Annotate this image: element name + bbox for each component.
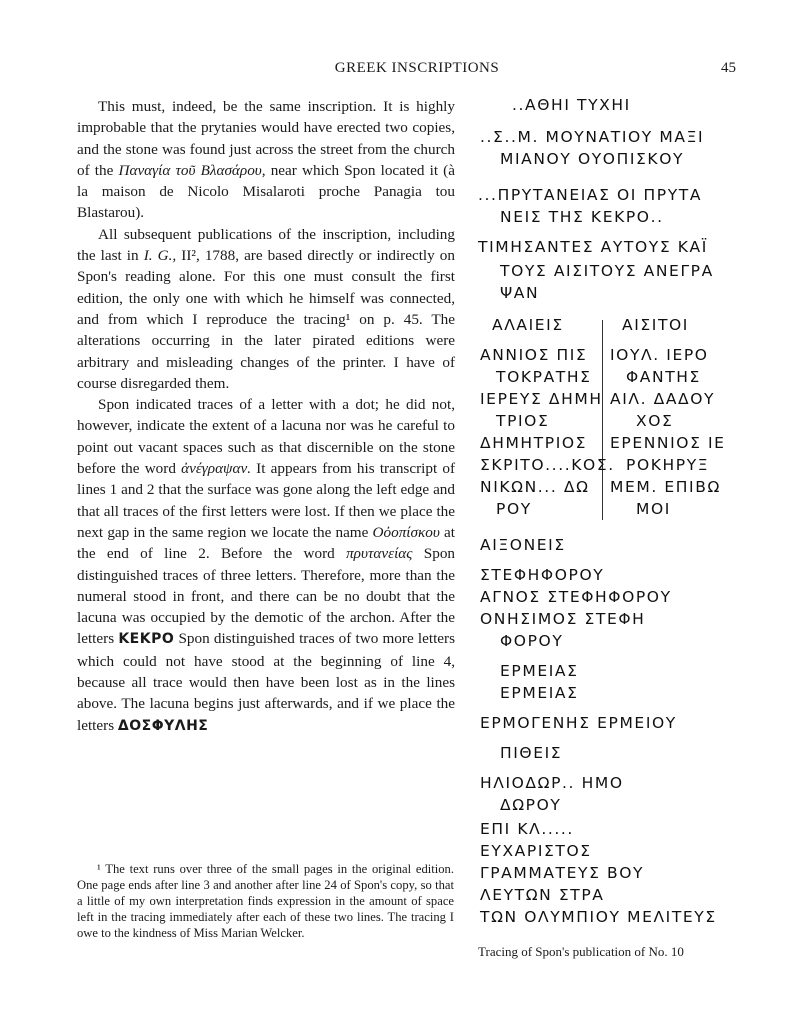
tracing-line: ΦΑΝΤΗΣ <box>626 368 701 386</box>
tracing-line: ..Σ..Μ. ΜΟΥΝΑΤΙΟΥ ΜΑΞΙ <box>480 128 705 146</box>
tracing-line: ΑΙΣΙΤΟΙ <box>622 316 689 334</box>
tracing-line: ΑΛΑΙΕΙΣ <box>492 316 564 334</box>
tracing-line: ΑΓΝΟΣ ΣΤΕΦΗΦΟΡΟΥ <box>480 588 672 606</box>
tracing-line: ΜΟΙ <box>636 500 671 518</box>
p3-greek-word-1: ἀνέγραψαν. <box>181 460 251 478</box>
tracing-line: ΕΠΙ ΚΛ..... <box>480 820 574 838</box>
column-divider <box>602 320 603 520</box>
tracing-line: ...ΠΡΥΤΑΝΕΙΑΣ ΟΙ ΠΡΥΤΑ <box>478 186 703 204</box>
tracing-line: ΕΥΧΑΡΙΣΤΟΣ <box>480 842 592 860</box>
p1-text-1: This must, indeed, be the same inscription. It is highly improbable that the prytanies would have erected two copies, and the stone was found just across the street from the church of the <box>77 98 455 179</box>
tracing-line: ΕΡΕΝΝΙΟΣ ΙΕ <box>610 434 726 452</box>
p2-text-2: II², 1788, are based directly or indirectly on Spon's reading alone. For this one must consult the first edition, the only one with which he himself was connected, and from which I reproduce the tracing¹ on p. 45. The alterations occurring in the later pirated editions were arbitrary and misleading changes of the printer. I have of course disregarded them. <box>77 247 455 392</box>
p3-inscription-letters-2: ΔΟΣΦΥΛΗΣ <box>117 717 209 734</box>
tracing-line: ΤΙΜΗΣΑΝΤΕΣ ΑΥΤΟΥΣ ΚΑΪ <box>478 238 708 256</box>
tracing-line: ΑΙΞΟΝΕΙΣ <box>480 536 566 554</box>
tracing-line: ΓΡΑΜΜΑΤΕΥΣ ΒΟΥ <box>480 864 645 882</box>
p3-text-5: Spon distinguished traces of two more letters which could not have stood at the beginning of line 4, because all trace would then have been lost as in the lines above. The lacuna begins just afterwards, and if we place the letters <box>77 630 456 734</box>
tracing-caption: Tracing of Spon's publication of No. 10 <box>478 944 684 959</box>
p3-text-4: Spon distinguished traces of three letters. Therefore, more than the numeral stood in front, and there can be no doubt that the lacuna was occupied by the demotic of the archon. After the letters <box>77 545 456 648</box>
tracing-line: ΑΙΛ. ΔΑΔΟΥ <box>610 390 716 408</box>
tracing-line: ΧΟΣ <box>636 412 674 430</box>
p3-inscription-letters-1: ΚΕΚΡΟ <box>118 631 175 648</box>
p3-greek-word-2: Οὀοπίσκου <box>372 523 440 541</box>
inscription-tracing <box>478 90 748 970</box>
tracing-line: ΨΑΝ <box>500 284 540 302</box>
running-header <box>98 60 736 82</box>
tracing-line: ΤΟΚΡΑΤΗΣ <box>496 368 592 386</box>
tracing-line: ΕΡΜΟΓΕΝΗΣ ΕΡΜΕΙΟΥ <box>480 714 677 732</box>
p1-greek-church-name: Παναγία τοῦ Βλασάρου, <box>118 161 266 179</box>
tracing-line: ΣΚΡΙΤΟ....ΚΟΣ. <box>480 456 615 474</box>
paragraph-1 <box>77 96 455 224</box>
paragraph-3 <box>77 394 455 737</box>
tracing-line: ΜΕΜ. ΕΠΙΒΩ <box>610 478 721 496</box>
tracing-line: ΟΝΗΣΙΜΟΣ ΣΤΕΦΗ <box>480 610 646 628</box>
tracing-line: ΤΡΙΟΣ <box>496 412 550 430</box>
tracing-line: ΛΕΥΤΩΝ ΣΤΡΑ <box>480 886 605 904</box>
p2-text-1: All subsequent publications of the inscription, including the last in <box>77 225 455 265</box>
p1-text-2: near which Spon located it (à la maison de Nicolo Misalaroti proche Panagia tou Blastarou). <box>77 161 455 222</box>
p3-text-1: Spon indicated traces of a letter with a dot; he did not, however, indicate the extent of a lacuna nor was he careful to point out vacant spaces such as that discernible on the stone before the word <box>77 396 455 478</box>
tracing-line: ΡΟΚΗΡΥΞ <box>626 456 710 474</box>
tracing-line: ΕΡΜΕΙΑΣ <box>500 662 579 680</box>
footnote <box>77 861 454 941</box>
tracing-line: ΡΟΥ <box>496 500 532 518</box>
tracing-line: ΔΗΜΗΤΡΙΟΣ <box>480 434 588 452</box>
main-text-column <box>77 96 455 737</box>
tracing-line: ΗΛΙΟΔΩΡ.. ΗΜΟ <box>480 774 624 792</box>
paragraph-2 <box>77 224 455 394</box>
tracing-line: ΝΙΚΩΝ... ΔΩ <box>480 478 590 496</box>
tracing-line: ΙΟΥΛ. ΙΕΡΟ <box>610 346 709 364</box>
tracing-line: ΝΕΙΣ ΤΗΣ ΚΕΚΡΟ.. <box>500 208 664 226</box>
tracing-line: ΤΟΥΣ ΑΙΣΙΤΟΥΣ ΑΝΕΓΡΑ <box>500 262 714 280</box>
p2-citation: I. G., <box>143 247 177 265</box>
p3-text-3: at the end of line 2. Before the word <box>77 523 456 563</box>
tracing-line: ΙΕΡΕΥΣ ΔΗΜΗ <box>480 390 603 408</box>
tracing-line: ΑΝΝΙΟΣ ΠΙΣ <box>480 346 588 364</box>
page-number: 45 <box>721 60 736 76</box>
tracing-line: ΜΙΑΝΟΥ ΟΥΟΠΙΣΚΟΥ <box>500 150 685 168</box>
footnote-text: ¹ The text runs over three of the small pages in the original edition. One page ends after line 3 and another after line 24 of Spon's copy, so that a little of my own interpretation finds expression in the amount of space left in the tracing immediately after each of these two lines. The tracing I owe to the kindness of Miss Marian Welcker. <box>77 862 454 940</box>
tracing-line: ΦΟΡΟΥ <box>500 632 564 650</box>
running-title: GREEK INSCRIPTIONS <box>334 60 500 76</box>
tracing-line: ΕΡΜΕΙΑΣ <box>500 684 579 702</box>
tracing-line: ΤΩΝ ΟΛΥΜΠΙΟΥ ΜΕΛΙΤΕΥΣ <box>480 908 717 926</box>
tracing-line: ..ΑΘΗΙ ΤΥΧΗΙ <box>512 96 631 114</box>
p3-greek-word-3: πρυτανείας <box>346 545 413 563</box>
tracing-line: ΣΤΕΦΗΦΟΡΟΥ <box>480 566 605 584</box>
p3-text-2: It appears from his transcript of lines 1 and 2 that the surface was gone along the left edge and that all traces of the first letters were lost. If then we place the next gap in the same region we locate the name <box>77 460 455 541</box>
tracing-line: ΔΩΡΟΥ <box>500 796 562 814</box>
tracing-line: ΠΙΘΕΙΣ <box>500 744 563 762</box>
